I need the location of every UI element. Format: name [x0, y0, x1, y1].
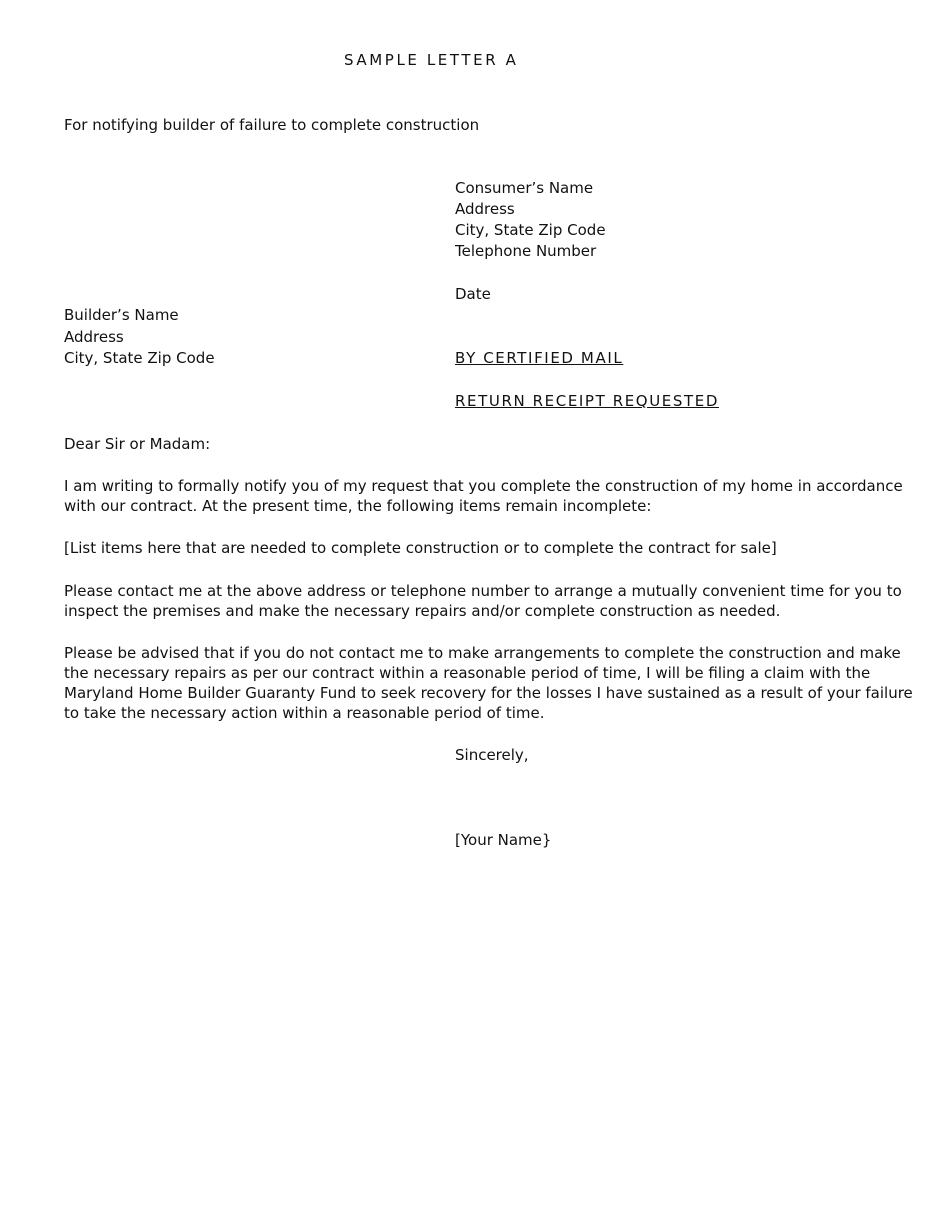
consumer-telephone: Telephone Number [455, 242, 597, 260]
body-paragraph-items: [List items here that are needed to complete construction or to complete the contract for sale] [64, 539, 777, 557]
consumer-city-state-zip: City, State Zip Code [455, 221, 606, 239]
consumer-name: Consumer’s Name [455, 179, 594, 197]
return-receipt-notice: RETURN RECEIPT REQUESTED [455, 392, 719, 410]
certified-mail-notice: BY CERTIFIED MAIL [455, 349, 624, 367]
body-paragraph: Please be advised that if you do not contact me to make arrangements to complete the construction and make the necessary repairs as per our contract within a reasonable period of time, I will be filing a claim with the Maryland Home Builder Guaranty Fund to seek recovery for the losses I have sustained as a result of your failure to take the necessary action within a reasonable period of time. [64, 644, 913, 722]
consumer-address: Address [455, 200, 515, 218]
builder-address: Address [64, 327, 124, 346]
signature-name: [Your Name} [455, 831, 552, 849]
builder-address-block [64, 305, 215, 370]
salutation: Dear Sir or Madam: [64, 435, 211, 453]
body-paragraph: I am writing to formally notify you of my request that you complete the construction of my home in accordance with our contract. At the present time, the following items remain incomplete: [64, 477, 903, 515]
closing: Sincerely, [455, 746, 529, 764]
consumer-address-block [455, 178, 606, 262]
body-paragraph: Please contact me at the above address or telephone number to arrange a mutually convenient time for you to inspect the premises and make the necessary repairs and/or complete construction as needed. [64, 582, 902, 620]
builder-name: Builder’s Name [64, 306, 179, 324]
builder-city-state-zip: City, State Zip Code [64, 349, 215, 367]
letter-subtitle: For notifying builder of failure to complete construction [64, 116, 480, 134]
letter-title: SAMPLE LETTER A [344, 51, 519, 69]
letter-date: Date [455, 285, 491, 303]
